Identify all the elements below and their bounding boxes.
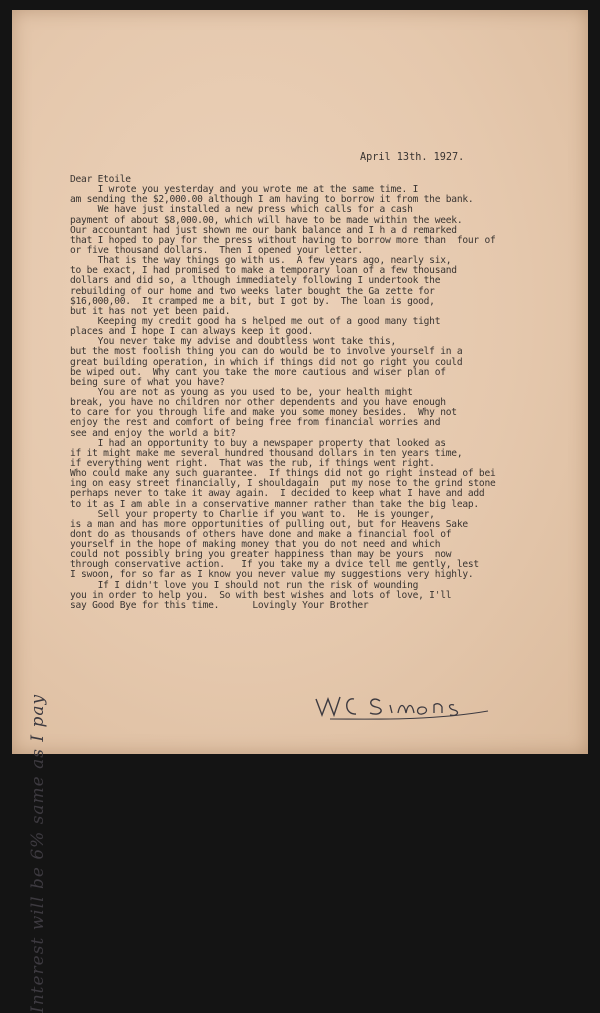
letter-line: great building operation, in which if things did not go right you could bbox=[70, 356, 463, 368]
letter-line: but the most foolish thing you can do would be to involve yourself in a bbox=[70, 346, 463, 358]
signature bbox=[310, 685, 500, 729]
letter-line: yourself in the hope of making money that you do not need and which bbox=[70, 539, 441, 551]
letter-line: to be exact, I had promised to make a temporary loan of a few thousand bbox=[70, 265, 457, 277]
letter-line: payment of about $8,000.00, which will have to be made within the week. bbox=[70, 214, 463, 226]
letter-line: dont do as thousands of others have done and make a financial fool of bbox=[70, 528, 452, 540]
letter-line: that I hoped to pay for the press without having to borrow more than four of bbox=[70, 234, 496, 246]
letter-line: enjoy the rest and comfort of being free from financial worries and bbox=[70, 417, 441, 429]
letter-line: if it might make me several hundred thousand dollars in ten years time, bbox=[70, 447, 463, 459]
letter-line: I had an opportunity to buy a newspaper property that looked as bbox=[70, 437, 446, 449]
letter-line: break, you have no children nor other dependents and you have enough bbox=[70, 397, 446, 409]
letter-line: is a man and has more opportunities of pulling out, but for Heavens Sake bbox=[70, 518, 468, 530]
letter-line: or five thousand dollars. Then I opened your letter. bbox=[70, 244, 363, 256]
letter-line: to it as I am able in a conservative manner rather than take the big leap. bbox=[70, 498, 479, 510]
letter-date: April 13th. 1927. bbox=[360, 152, 465, 163]
letter-line: say Good Bye for this time. Lovingly Your Brother bbox=[70, 599, 369, 611]
letter-line: you in order to help you. So with best wishes and lots of love, I'll bbox=[70, 589, 452, 601]
letter-line: Keeping my credit good ha s helped me out of a good many tight bbox=[70, 315, 441, 327]
letter-line: You are not as young as you used to be, your health might bbox=[70, 386, 413, 398]
letter-line: I wrote you yesterday and you wrote me at the same time. I bbox=[70, 184, 419, 196]
signature-scribble bbox=[310, 685, 500, 725]
letter-line: if everything went right. That was the rub, if things went right. bbox=[70, 457, 435, 469]
letter-line: places and I hope I can always keep it good. bbox=[70, 326, 314, 338]
letter-line: perhaps never to take it away again. I decided to keep what I have and add bbox=[70, 488, 485, 500]
letter-line: That is the way things go with us. A few years ago, nearly six, bbox=[70, 255, 452, 267]
letter-line: to care for you through life and make you some money besides. Why not bbox=[70, 407, 457, 419]
letter-line: I swoon, for so far as I know you never value my suggestions very highly. bbox=[70, 569, 474, 581]
letter-line: $16,000,00. It cramped me a bit, but I got by. The loan is good, bbox=[70, 295, 435, 307]
letter-body bbox=[70, 175, 595, 611]
letter-line: You never take my advise and doubtless wont take this, bbox=[70, 336, 397, 348]
letter-line: could not possibly bring you greater happiness than may be yours now bbox=[70, 549, 452, 561]
letter-line: see and enjoy the world a bit? bbox=[70, 427, 236, 439]
letter-line: dollars and did so, a lthough immediately following I undertook the bbox=[70, 275, 441, 287]
letter-line: being sure of what you have? bbox=[70, 376, 225, 388]
letter-line: through conservative action. If you take my a dvice tell me gently, lest bbox=[70, 559, 479, 571]
letter-line: rebuilding of our home and two weeks later bought the Ga zette for bbox=[70, 285, 435, 297]
letter-line: but it has not yet been paid. bbox=[70, 305, 231, 317]
letter-line: If I didn't love you I should not run the risk of wounding bbox=[70, 579, 419, 591]
letter-line: We have just installed a new press which calls for a cash bbox=[70, 204, 413, 216]
letter-line: Our accountant had just shown me our bank balance and I h a d remarked bbox=[70, 224, 457, 236]
letter-line: am sending the $2,000.00 although I am having to borrow it from the bank. bbox=[70, 194, 474, 206]
letter-line: ing on easy street financially, I shouldagain put my nose to the grind stone bbox=[70, 478, 496, 490]
letter-line: Sell your property to Charlie if you want to. He is younger, bbox=[70, 508, 435, 520]
letter-line: Who could make any such guarantee. If things did not go right instead of bei bbox=[70, 468, 496, 480]
letter-line: be wiped out. Why cant you take the more cautious and wiser plan of bbox=[70, 366, 446, 378]
handwritten-margin-note: Interest will be 6% same as I pay bbox=[28, 693, 48, 1013]
letter-line: Dear Etoile bbox=[70, 174, 131, 185]
